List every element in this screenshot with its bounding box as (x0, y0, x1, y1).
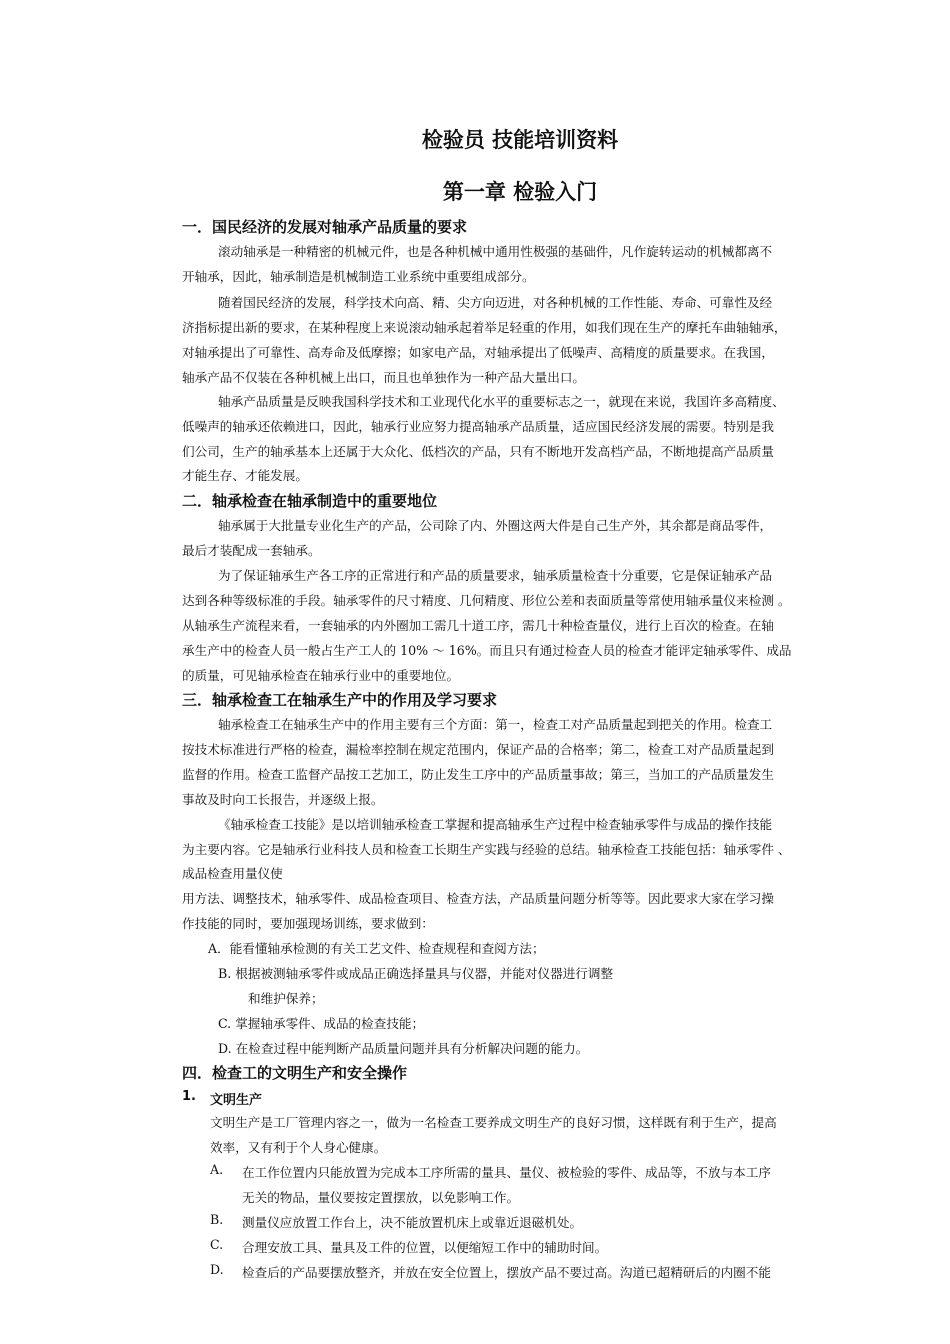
requirement-item: C. 掌握轴承零件、成品的检查技能； (218, 1016, 425, 1031)
paragraph-line: 用方法、调整技术，轴承零件、成品检查项目、检查方法，产品质量问题分析等等。因此要求大家在学习操 (182, 891, 774, 906)
paragraph-line: 作技能的同时，要加强现场训练，要求做到： (182, 916, 434, 931)
paragraph-line: 们公司，生产的轴承基本上还属于大众化、低档次的产品，只有不断地开发高档产品，不断地提高产品质量 (182, 444, 774, 459)
paragraph-line: 效率，又有利于个人身心健康。 (210, 1140, 387, 1155)
rule-text: 合理安放工具、量具及工件的位置，以便缩短工作中的辅助时间。 (242, 1240, 608, 1255)
paragraph-line: 为了保证轴承生产各工序的正常进行和产品的质量要求，轴承质量检查十分重要，它是保证轴承产品 (218, 568, 773, 583)
rule-label: A. (210, 1162, 224, 1177)
paragraph-line: 事故及时向工长报告，并逐级上报。 (182, 792, 384, 807)
paragraph-line: 按技术标准进行严格的检查，漏检率控制在规定范围内，保证产品的合格率；第二，检查工对产品质量起到 (182, 742, 774, 757)
section-1-heading: 一．国民经济的发展对轴承产品质量的要求 (182, 218, 468, 236)
paragraph-line: 成品检查用量仪使 (182, 866, 283, 881)
paragraph-line: 轴承检查工在轴承生产中的作用主要有三个方面：第一，检查工对产品质量起到把关的作用。检查工 (218, 717, 773, 732)
section-3-heading: 三．轴承检查工在轴承生产中的作用及学习要求 (182, 691, 498, 709)
rule-label: C. (210, 1237, 224, 1252)
paragraph-line: 低噪声的轴承还依赖进口，因此，轴承行业应努力提高轴承产品质量，适应国民经济发展的需要。特别是我 (182, 419, 774, 434)
rule-label: D. (210, 1262, 224, 1277)
paragraph-line: 济指标提出新的要求，在某种程度上来说滚动轴承起着举足轻重的作用，如我们现在生产的摩托车曲轴轴承， (182, 320, 787, 335)
paragraph-line: 的质量，可见轴承检查在轴承行业中的重要地位。 (182, 668, 460, 683)
requirement-item: D. 在检查过程中能判断产品质量问题并具有分析解决问题的能力。 (218, 1041, 589, 1056)
rule-label: B. (210, 1212, 224, 1227)
paragraph-line: 对轴承提出了可靠性、高寿命及低摩擦；如家电产品，对轴承提出了低噪声、高精度的质量要求。在我国， (182, 345, 774, 360)
paragraph-line: 才能生存、才能发展。 (182, 468, 308, 483)
paragraph-line: 轴承属于大批量专业化生产的产品，公司除了内、外圈这两大件是自己生产外，其余都是商品零件， (218, 518, 773, 533)
paragraph-line: 从轴承生产流程来看，一套轴承的内外圈加工需几十道工序，需几十种检查量仪，进行上百次的检查。在轴 (182, 618, 774, 633)
section-4-heading: 四．检查工的文明生产和安全操作 (182, 1064, 408, 1082)
rule-text: 检查后的产品要摆放整齐，并放在安全位置上，摆放产品不要过高。沟道已超精研后的内圈不能 (242, 1265, 771, 1280)
paragraph-line: 滚动轴承是一种精密的机械元件，也是各种机械中通用性极强的基础件，凡作旋转运动的机械都离不 (218, 244, 773, 259)
paragraph-line: 监督的作用。检查工监督产品按工艺加工，防止发生工序中的产品质量事故；第三，当加工的产品质量发生 (182, 767, 774, 782)
paragraph-line: 达到各种等级标准的手段。轴承零件的尺寸精度、几何精度、形位公差和表面质量等常使用轴承量仪来检测 。 (182, 593, 791, 608)
subsection-number: 1. (182, 1089, 196, 1104)
paragraph-line: 随着国民经济的发展，科学技术向高、精、尖方向迈进，对各种机械的工作性能、寿命、可靠性及经 (218, 295, 773, 310)
paragraph-line: 承生产中的检查人员一般占生产工人的 10% ～ 16%。而且只有通过检查人员的检查才能评定轴承零件、成品 (182, 643, 792, 658)
subsection-heading: 文明生产 (210, 1093, 263, 1108)
paragraph-line: 轴承产品质量是反映我国科学技术和工业现代化水平的重要标志之一，就现在来说，我国许多高精度、 (218, 394, 785, 409)
section-2-heading: 二．轴承检查在轴承制造中的重要地位 (182, 492, 438, 510)
chapter-title: 第一章 检验入门 (442, 180, 598, 204)
paragraph-line: 为主要内容。它是轴承行业科技人员和检查工长期生产实践与经验的总结。轴承检查工技能包括：轴承零件 、 (182, 842, 791, 857)
rule-text: 在工作位置内只能放置为完成本工序所需的量具、量仪、被检验的零件、成品等，不放与本工序 (242, 1165, 771, 1180)
paragraph-line: 轴承产品不仅装在各种机械上出口，而且也单独作为一种产品大量出口。 (182, 370, 585, 385)
document-title: 检验员 技能培训资料 (421, 128, 619, 152)
paragraph-line: 文明生产是工厂管理内容之一，做为一名检查工要养成文明生产的良好习惯，这样既有利于生产，提高 (210, 1115, 777, 1130)
requirement-item: A．能看懂轴承检测的有关工艺文件、检查规程和查阅方法； (208, 941, 545, 956)
requirement-item-continuation: 和维护保养； (248, 991, 324, 1006)
rule-text: 测量仪应放置工作台上，决不能放置机床上或靠近退磁机处。 (242, 1215, 583, 1230)
paragraph-line: 开轴承，因此，轴承制造是机械制造工业系统中重要组成部分。 (182, 269, 535, 284)
paragraph-line: 《轴承检查工技能》是以培训轴承检查工掌握和提高轴承生产过程中检查轴承零件与成品的操作技能 (218, 817, 773, 832)
rule-text: 无关的物品，量仪要按定置摆放，以免影响工作。 (242, 1190, 520, 1205)
requirement-item: B. 根据被测轴承零件或成品正确选择量具与仪器，并能对仪器进行调整 (218, 966, 614, 981)
paragraph-line: 最后才装配成一套轴承。 (182, 543, 321, 558)
